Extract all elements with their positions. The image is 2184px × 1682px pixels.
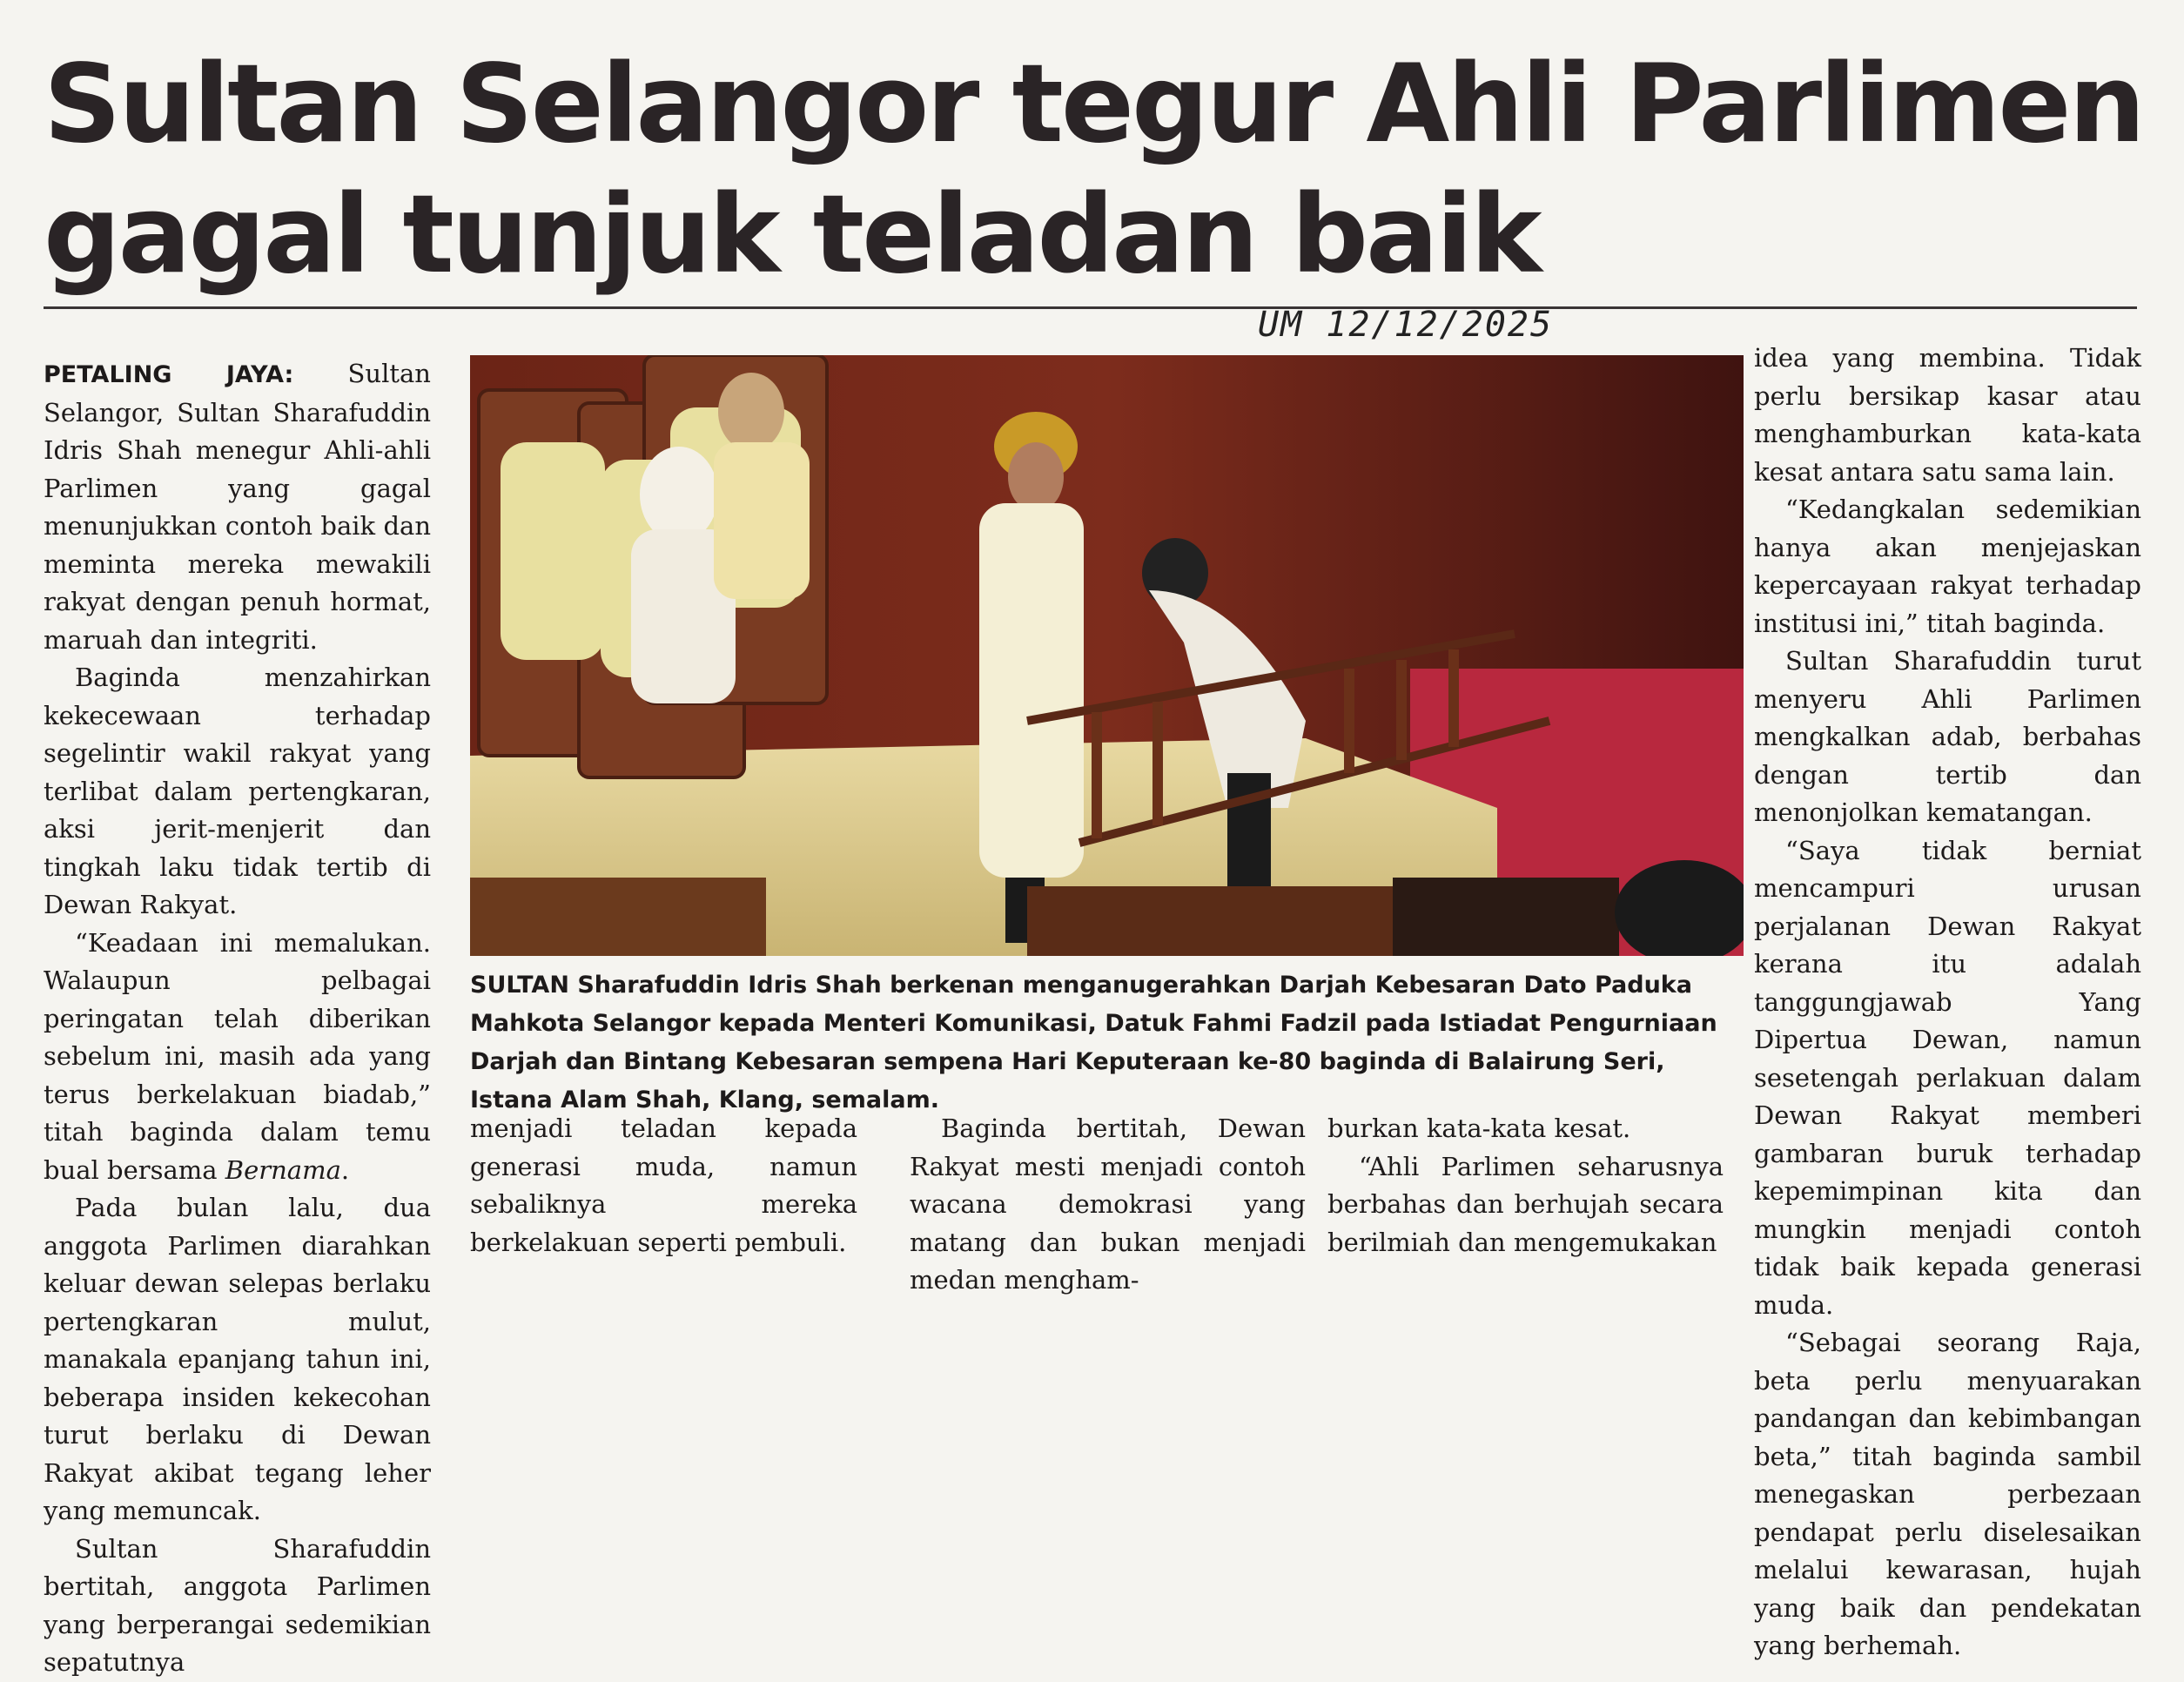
article-column-5 [1754,340,2141,1665]
article-column-2 [470,1110,857,1262]
article-column-4 [1327,1110,1724,1262]
paragraph: Sultan Sharafuddin bertitah, anggota Parlimen yang berperangai sedemikian sepatutnya [44,1533,431,1677]
publication-name: Bernama [225,1154,341,1185]
caption-text: Sharafuddin Idris Shah berkenan menganugerahkan Darjah Kebesaran Dato Paduka Mahkota Selangor kepada Menteri Komunikasi, Datuk Fahmi Fadzil pada Istiadat Pengurniaan Darjah dan Bintang Kebesaran sempena Hari Keputeraan ke-80 baginda di Balairung Seri, Istana Alam Shah, Klang, semalam. [470,972,1717,1113]
photo-caption [470,966,1744,1120]
paragraph: Pada bulan lalu, dua anggota Parlimen diarahkan keluar dewan selepas berlaku pertengkaran mulut, manakala epanjang tahun ini, beberapa insiden kekecohan turut berlaku di Dewan Rakyat akibat tegang leher yang memuncak. [44,1193,431,1525]
paragraph: “Saya tidak berniat mencampuri urusan perjalanan Dewan Rakyat kerana itu adalah tanggungjawab Yang Dipertua Dewan, namun sesetengah perlakuan dalam Dewan Rakyat memberi gambaran buruk terhadap kepemimpinan kita dan mungkin menjadi contoh tidak baik kepada generasi muda. [1754,835,2141,1320]
article-headline: Sultan Selangor tegur Ahli Parlimen gagal tunjuk teladan baik [44,42,2143,298]
headline-rule [44,306,2137,309]
paragraph: “Keadaan ini memalukan. Walaupun pelbagai peringatan telah diberikan sebelum ini, masih ada yang terus berkelakuan biadab,” titah baginda dalam temu bual bersama Bernama. [44,927,431,1185]
paragraph: “Sebagai seorang Raja, beta perlu menyuarakan pandangan dan kebimbangan beta,” titah baginda sambil menegaskan perbezaan pendapat perlu diselesaikan melalui kewarasan, hujah yang baik dan pendekatan yang berhemah. [1754,1328,2141,1660]
paragraph: Sultan Sharafuddin turut menyeru Ahli Parlimen mengkalkan adab, berbahas dengan tertib dan menonjolkan kematangan. [1754,646,2141,827]
paragraph: Baginda bertitah, Dewan Rakyat mesti menjadi contoh wacana demokrasi yang matang dan bukan menjadi medan mengham- [910,1113,1306,1295]
paragraph: “Ahli Parlimen seharusnya berbahas dan berhujah secara berilmiah dan mengemukakan [1327,1151,1724,1257]
article-column-3 [910,1110,1306,1300]
paragraph: Baginda menzahirkan kekecewaan terhadap segelintir wakil rakyat yang terlibat dalam pertengkaran, aksi jerit-menjerit dan tingkah laku tidak tertib di Dewan Rakyat. [44,663,431,919]
paragraph: “Kedangkalan sedemikian hanya akan menjejaskan kepercayaan rakyat terhadap institusi ini,” titah baginda. [1754,495,2141,638]
paragraph: burkan kata-kata kesat. [1327,1113,1631,1143]
paragraph: idea yang membina. Tidak perlu bersikap kasar atau menghamburkan kata-kata kesat antara satu sama lain. [1754,343,2141,487]
caption-lead: SULTAN [470,972,569,999]
article-photo [470,355,1744,956]
article-column-1 [44,355,431,1682]
dateline: PETALING JAYA: [44,361,294,388]
paragraph: Sultan Selangor, Sultan Sharafuddin Idris Shah menegur Ahli-ahli Parlimen yang gagal menunjukkan contoh baik dan meminta mereka mewakili rakyat dengan penuh hormat, maruah dan integriti. [44,359,431,655]
paragraph: menjadi teladan kepada generasi muda, namun sebaliknya mereka berkelakuan seperti pembuli. [470,1113,857,1257]
date-stamp: UM 12/12/2025 [1258,305,1554,345]
